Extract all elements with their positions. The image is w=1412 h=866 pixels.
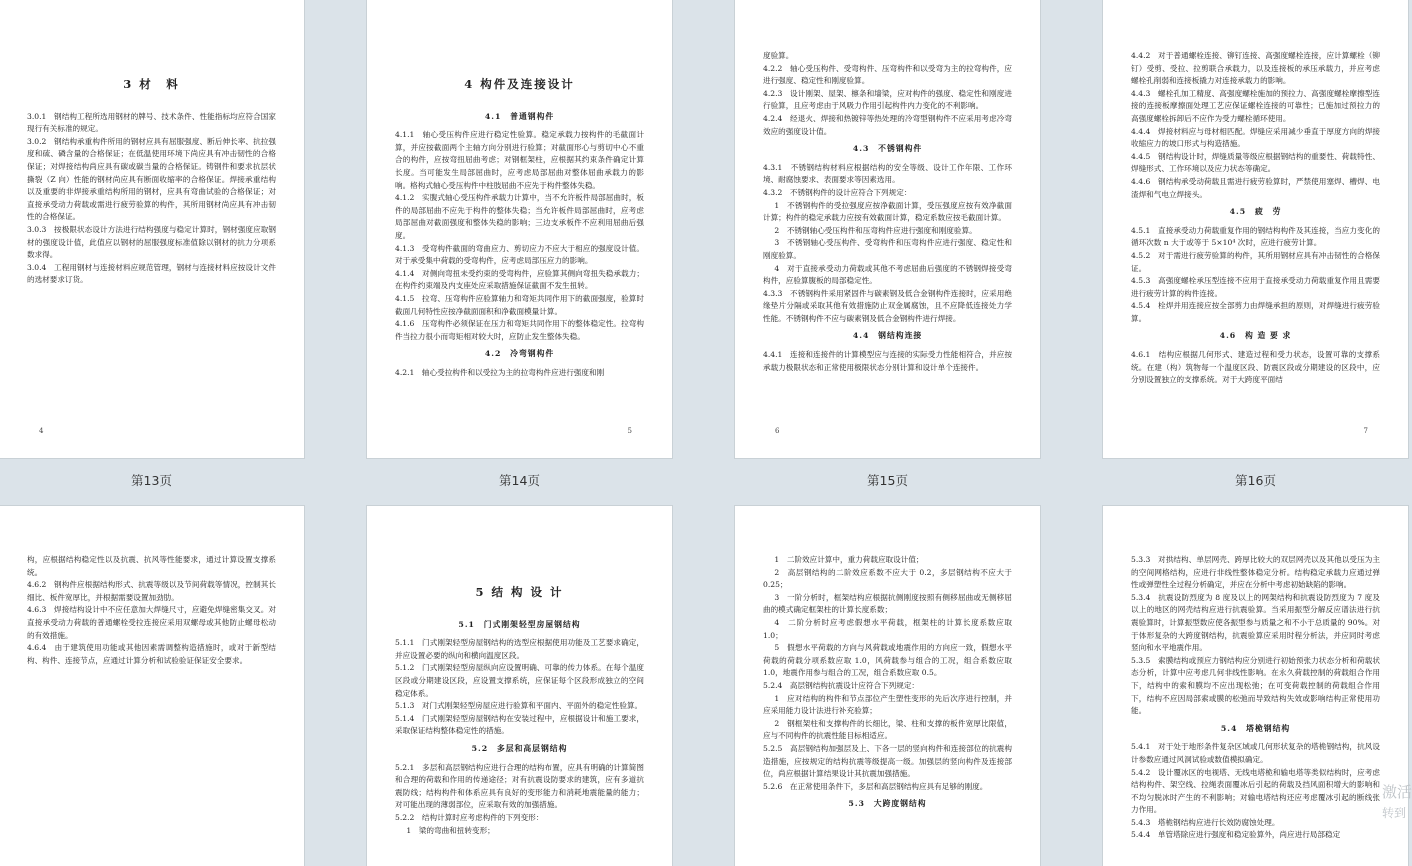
- section-title: 5.2 多层和高层钢结构: [471, 743, 568, 753]
- clause-paragraph: 4.4.5 钢结构设计时，焊缝质量等级应根据钢结构的重要性、荷载特性、焊缝形式、工作环境以及应力状态等确定。: [1131, 151, 1380, 174]
- clause-paragraph: 4.2.1 轴心受拉构件和以受拉为主的拉弯构件应进行强度和刚: [395, 367, 605, 377]
- clause-paragraph: 5.2.4 高层钢结构抗震设计应符合下列规定：: [763, 680, 920, 690]
- clause-paragraph: 5.3.5 索膜结构或预应力钢结构应分别进行初始预张力状态分析和荷载状态分析，计算中应考虑几何非线性影响。在永久荷载控制的荷载组合作用下，结构中的索和膜均不应出现松弛；在可变荷载控制的荷载组合作用下，结构不应因局部索或膜的松弛而导致结构失效或影响结构正常使用功能。: [1131, 655, 1380, 716]
- list-item: 5 假想水平荷载的方向与风荷载或地震作用的方向应一致，假想水平荷载的荷载分项系数应取 1.0，风荷载参与组合的工况，组合系数应取 1.0，地震作用参与组合的工况，组合系数应取 0.5。: [763, 643, 1012, 678]
- clause-paragraph: 4.1.6 压弯构件必须保证在压力和弯矩共同作用下的整体稳定性。拉弯构件当拉力很小而弯矩相对较大时，应防止发生整体失稳。: [395, 319, 644, 341]
- page-number: 7: [1363, 427, 1368, 436]
- page-label-16[interactable]: 第16页: [1235, 473, 1276, 488]
- clause-paragraph: 5.3.4 抗震设防烈度为 8 度及以上的网架结构和抗震设防烈度为 7 度及以上的地区的网壳结构应进行抗震验算。当采用振型分解反应谱法进行抗震验算时，计算振型数应使各振型参与质量之和不小于总质量的 90%。对于体形复杂的大跨度钢结构，抗震验算应采用时程分析法，并应同时考虑竖向和水平地震作用。: [1131, 592, 1380, 653]
- clause-paragraph: 4.5.4 栓焊并用连接应按全部剪力由焊缝承担的原则，对焊缝进行疲劳验算。: [1131, 301, 1380, 323]
- clause-paragraph: 5.3.3 对拱结构、单层网壳、跨厚比较大的双层网壳以及其他以受压为主的空间网格结构，应进行非线性整体稳定分析。结构稳定承载力应通过弹性或弹塑性全过程分析确定，并应在分析中考虑初始缺陷的影响。: [1131, 555, 1380, 590]
- clause-paragraph: 3.0.2 钢结构承重构件所用的钢材应具有屈服强度、断后伸长率、抗拉强度和硫、磷含量的合格保证；在低温使用环境下尚应具有冲击韧性的合格保证；对焊接结构尚应具有碳或碳当量的合格保证。铸钢件和要求抗层状撕裂（Z 向）性能的钢材尚应具有断面收缩率的合格保证。焊接承重结构以及重要的非焊接承重结构所用的钢材，应具有弯曲试验的合格保证；对直接承受动力荷载或需进行疲劳验算的构件，其所用钢材尚应具有冲击韧性的合格保证。: [27, 136, 276, 222]
- clause-paragraph: 4.1.3 受弯构件截面的弯曲应力、剪切应力不应大于相应的强度设计值。对于承受集中荷载的受弯构件，应考虑局部压应力的影响。: [395, 243, 644, 266]
- clause-paragraph: 5.2.6 在正常使用条件下，多层和高层钢结构应具有足够的刚度。: [763, 781, 988, 791]
- clause-paragraph: 5.4.4 单管塔除应进行强度和稳定验算外，尚应进行局部稳定: [1131, 830, 1341, 840]
- clause-paragraph: 4.1.1 轴心受压构件应进行稳定性验算。稳定承载力按构件的毛截面计算，并应按截面两个主轴方向分别进行验算；对截面形心与剪切中心不重合的构件，应按弯扭屈曲考虑；对钢框架柱，应根据其约束条件确定计算长度。当可能发生局部屈曲时，应考虑局部屈曲对整体屈曲承载力的影响。格构式轴心受压构件中柱肢屈曲不应先于构件整体失稳。: [395, 130, 644, 190]
- clause-paragraph: 5.4.1 对于处于地形条件复杂区域或几何形状复杂的塔桅钢结构，抗风设计参数应通过风洞试验或数值模拟确定。: [1131, 742, 1380, 764]
- page-thumbnail-17[interactable]: [0, 506, 304, 866]
- page-thumbnail-19[interactable]: [735, 506, 1040, 866]
- clause-paragraph: 5.4.2 设计覆冰区的电视塔、无线电塔桅和输电塔等类似结构时，应考虑结构构件、架空线、拉绳表面覆冰后引起的荷载及挡风面积增大的影响和不均匀脱冰时产生的不利影响；对输电塔结构还应考虑覆冰引起的断线张力作用。: [1131, 767, 1380, 815]
- clause-paragraph: 度验算。: [763, 51, 794, 60]
- clause-paragraph: 4.4.4 焊接材料应与母材相匹配。焊缝应采用减少垂直于厚度方向的焊接收缩应力的坡口形式与构造措施。: [1131, 126, 1380, 149]
- section-title: 5.1 门式刚架轻型房屋钢结构: [458, 619, 581, 629]
- clause-paragraph: 4.1.2 实腹式轴心受压构件承载力计算中，当不允许板件局部屈曲时，板件的局部屈曲不应先于构件的整体失稳；当允许板件局部屈曲时，应考虑局部屈曲对截面强度和整体失稳的影响；三边支承板件不应利用屈曲后强度。: [395, 193, 644, 240]
- list-item: 4 二阶分析时应考虑假想水平荷载，框架柱的计算长度系数应取 1.0；: [763, 617, 1012, 640]
- clause-paragraph: 5.4.3 塔桅钢结构应进行长效防腐蚀处理。: [1131, 817, 1280, 827]
- clause-paragraph: 4.5.2 对于需进行疲劳验算的构件，其所用钢材应具有冲击韧性的合格保证。: [1131, 250, 1380, 273]
- list-item: 3 不锈钢轴心受压构件、受弯构件和压弯构件应进行强度、稳定性和刚度验算。: [763, 238, 1012, 260]
- clause-paragraph: 4.3.3 不锈钢构件采用紧固件与碳素钢及低合金钢构件连接时，应采用绝缘垫片分隔或采取其他有效措施防止双金属腐蚀，且不应降低连接处力学性能。不锈钢构件不应与碳素钢及低合金钢构件进行焊接。: [763, 288, 1012, 323]
- clause-paragraph: 4.1.4 对侧向弯扭未受约束的受弯构件，应验算其侧向弯扭失稳承载力；在构件约束端及内支座处应采取措施保证截面不发生扭转。: [395, 268, 644, 291]
- list-item: 2 不锈钢轴心受压构件和压弯构件应进行强度和刚度验算。: [774, 225, 977, 235]
- list-item: 2 高层钢结构的二阶效应系数不应大于 0.2，多层钢结构不应大于 0.25；: [763, 567, 1012, 590]
- section-title: 4.2 冷弯钢构件: [484, 349, 555, 359]
- clause-paragraph: 5.1.3 对门式刚架轻型房屋应进行验算和平面内、平面外的稳定性验算。: [395, 701, 643, 711]
- list-item: 2 钢框架柱和支撑构件的长细比，梁、柱和支撑的板件宽厚比限值，应与不同构件的抗震性能目标相适应。: [763, 718, 1012, 741]
- list-item: 3 一阶分析时，框架结构应根据抗侧刚度按照有侧移屈曲或无侧移屈曲的模式确定框架柱的计算长度系数；: [763, 592, 1012, 615]
- chapter-title: 3 材 料: [123, 77, 180, 91]
- page-number: 4: [39, 427, 44, 436]
- section-title: 4.5 疲 劳: [1229, 207, 1282, 217]
- page-label-13[interactable]: 第13页: [131, 473, 172, 488]
- clause-paragraph: 5.2.1 多层和高层钢结构应进行合理的结构布置，应具有明确的计算简图和合理的荷载和作用的传递途径；对有抗震设防要求的建筑，应有多道抗震防线；结构构件和体系应具有良好的变形能力和消耗地震能量的能力；对可能出现的薄弱部位，应采取有效的加强措施。: [395, 762, 644, 810]
- watermark-line-1: 激活: [1381, 783, 1412, 801]
- clause-paragraph: 4.2.4 经退火、焊接和热镀锌等热处理的冷弯型钢构件不应采用考虑冷弯效应的强度设计值。: [763, 113, 1012, 136]
- list-item: 1 应对结构的构件和节点部位产生塑性变形的先后次序进行控制，并应采用能力设计法进行补充验算；: [763, 693, 1012, 716]
- page-label-14[interactable]: 第14页: [499, 473, 540, 488]
- activation-watermark: [1382, 782, 1412, 824]
- clause-paragraph: 5.1.4 门式刚架轻型房屋钢结构在安装过程中，应根据设计和施工要求，采取保证结构整体稳定性的措施。: [395, 713, 644, 736]
- section-title: 5.4 塔桅钢结构: [1220, 723, 1291, 733]
- chapter-title: 4 构件及连接设计: [464, 77, 575, 91]
- page-thumbnail-20[interactable]: [1103, 506, 1408, 866]
- clause-paragraph: 4.4.2 对于普通螺栓连接、铆钉连接、高强度螺栓连接，应计算螺栓（铆钉）受剪、受拉、拉剪联合承载力，以及连接板的承压承载力，并应考虑螺栓孔削弱和连接板撬力对连接承载力的影响。: [1131, 51, 1380, 86]
- clause-paragraph: 4.4.3 螺栓孔加工精度、高强度螺栓施加的预拉力、高强度螺栓摩擦型连接的连接板摩擦面处理工艺应保证螺栓连接的可靠性；已施加过预拉力的高强度螺栓拆卸后不应作为受力螺栓循环使用。: [1131, 88, 1380, 123]
- section-title: 4.1 普通钢构件: [484, 111, 555, 121]
- clause-paragraph: 4.5.1 直接承受动力荷载重复作用的钢结构构件及其连接，当应力变化的循环次数 n 大于或等于 5×10⁴ 次时，应进行疲劳计算。: [1131, 225, 1380, 248]
- clause-paragraph: 4.3.1 不锈钢结构材料应根据结构的安全等级、设计工作年限、工作环境、耐腐蚀要求、表面要求等因素选用。: [763, 162, 1012, 185]
- clause-paragraph: 4.2.3 设计刚架、屋架、檩条和墙梁，应对构件的强度、稳定性和刚度进行验算，且应考虑由于风吸力作用引起构件内力变化的不利影响。: [763, 88, 1012, 111]
- page-thumbnail-18[interactable]: [367, 506, 672, 866]
- clause-paragraph: 4.5.3 高强度螺栓承压型连接不应用于直接承受动力荷载重复作用且需要进行疲劳计算的构件连接。: [1131, 276, 1380, 298]
- section-title: 4.3 不锈钢构件: [852, 144, 923, 154]
- page-thumbnail-14[interactable]: [367, 0, 672, 458]
- page-thumbnail-15[interactable]: [735, 0, 1040, 458]
- clause-paragraph: 3.0.3 按极限状态设计方法进行结构强度与稳定计算时，钢材强度应取钢材的强度设计值，此值应以钢材的屈服强度标准值除以钢材的抗力分项系数求得。: [27, 224, 276, 260]
- section-title: 5.3 大跨度钢结构: [848, 799, 927, 809]
- clause-paragraph: 5.1.2 门式刚架轻型房屋纵向应设置明确、可靠的传力体系。在每个温度区段或分期建设区段，应设置支撑系统，应保证每个区段形成独立的空间稳定体系。: [395, 663, 644, 698]
- page-thumbnail-13[interactable]: [0, 0, 304, 458]
- list-item: 4 对于直接承受动力荷载或其他不考虑屈曲后强度的不锈钢焊接受弯构件，应验算腹板的局部稳定性。: [763, 263, 1012, 286]
- clause-paragraph: 4.6.3 焊接结构设计中不应任意加大焊缝尺寸，应避免焊缝密集交叉。对直接承受动力荷载的普通螺栓受拉连接应采用双螺母或其他防止螺母松动的有效措施。: [27, 605, 276, 640]
- clause-paragraph: 4.3.2 不锈钢构件的设计应符合下列规定：: [763, 187, 912, 197]
- page-thumbnail-16[interactable]: [1103, 0, 1408, 458]
- list-item: 1 不锈钢构件的受拉强度应按净截面计算，受压强度应按有效净截面计算；构件的稳定承载力应按有效截面计算，稳定系数应按毛截面计算。: [763, 200, 1012, 223]
- clause-paragraph: 5.2.2 结构计算时应考虑构件的下列变形：: [395, 812, 544, 822]
- watermark-line-2: 转到: [1381, 806, 1406, 820]
- clause-paragraph: 4.2.2 轴心受压构件、受弯构件、压弯构件和以受弯为主的拉弯构件，应进行强度、稳定性和刚度验算。: [763, 63, 1012, 86]
- clause-paragraph: 4.4.6 钢结构承受动荷载且需进行疲劳验算时，严禁使用塞焊、槽焊、电渣焊和气电立焊接头。: [1131, 176, 1380, 199]
- list-item: 1 二阶效应计算中，重力荷载应取设计值；: [774, 555, 924, 564]
- list-item: 1 梁的弯曲和扭转变形；: [406, 825, 495, 835]
- clause-paragraph: 4.4.1 连接和连接件的计算模型应与连接的实际受力性能相符合，并应按承载力极限状态和正常使用极限状态分别计算和设计单个连接件。: [763, 350, 1012, 372]
- clause-paragraph: 4.6.4 由于建筑使用功能或其他因素需调整构造措施时，或对于新型结构、构件、连接节点，应通过计算分析和试验验证保证安全要求。: [27, 643, 276, 665]
- clause-paragraph: 5.1.1 门式刚架轻型房屋钢结构的选型应根据使用功能及工艺要求确定，并应设置必要的纵向和横向温度区段。: [395, 638, 644, 660]
- clause-paragraph: 4.6.1 结构应根据几何形式、建造过程和受力状态，设置可靠的支撑系统。在建（构）筑物每一个温度区段、防震区段或分期建设的区段中，应分别设置独立的支撑系统。对于大跨度平面结: [1131, 350, 1380, 385]
- section-title: 4.4 钢结构连接: [852, 331, 923, 341]
- clause-paragraph: 5.2.5 高层钢结构加强层及上、下各一层的竖向构件和连接部位的抗震构造措施，应按规定的结构抗震等级提高一级。加强层的竖向构件及连接部位，尚应根据计算结果设计其抗震加强措施。: [763, 743, 1012, 779]
- chapter-title: 5 结 构 设 计: [475, 585, 564, 599]
- page-number: 6: [775, 427, 780, 436]
- clause-paragraph: 4.6.2 钢构件应根据结构形式、抗震等级以及节间荷载等情况，控制其长细比、板件宽厚比，并根据需要设置加劲肋。: [27, 580, 276, 602]
- page-number: 5: [627, 427, 632, 436]
- clause-paragraph: 构，应根据结构稳定性以及抗震、抗风等性能要求，通过计算设置支撑系统。: [27, 555, 276, 577]
- section-title: 4.6 构 造 要 求: [1219, 331, 1292, 341]
- clause-paragraph: 3.0.1 钢结构工程所选用钢材的牌号、技术条件、性能指标均应符合国家现行有关标准的规定。: [27, 111, 276, 134]
- clause-paragraph: 3.0.4 工程用钢材与连接材料应规范管理，钢材与连接材料应按设计文件的选材要求订货。: [27, 262, 276, 285]
- clause-paragraph: 4.1.5 拉弯、压弯构件应验算轴力和弯矩共同作用下的截面强度，验算时截面几何特性应按净截面面积和净截面模量计算。: [395, 293, 644, 316]
- page-label-15[interactable]: 第15页: [867, 473, 908, 488]
